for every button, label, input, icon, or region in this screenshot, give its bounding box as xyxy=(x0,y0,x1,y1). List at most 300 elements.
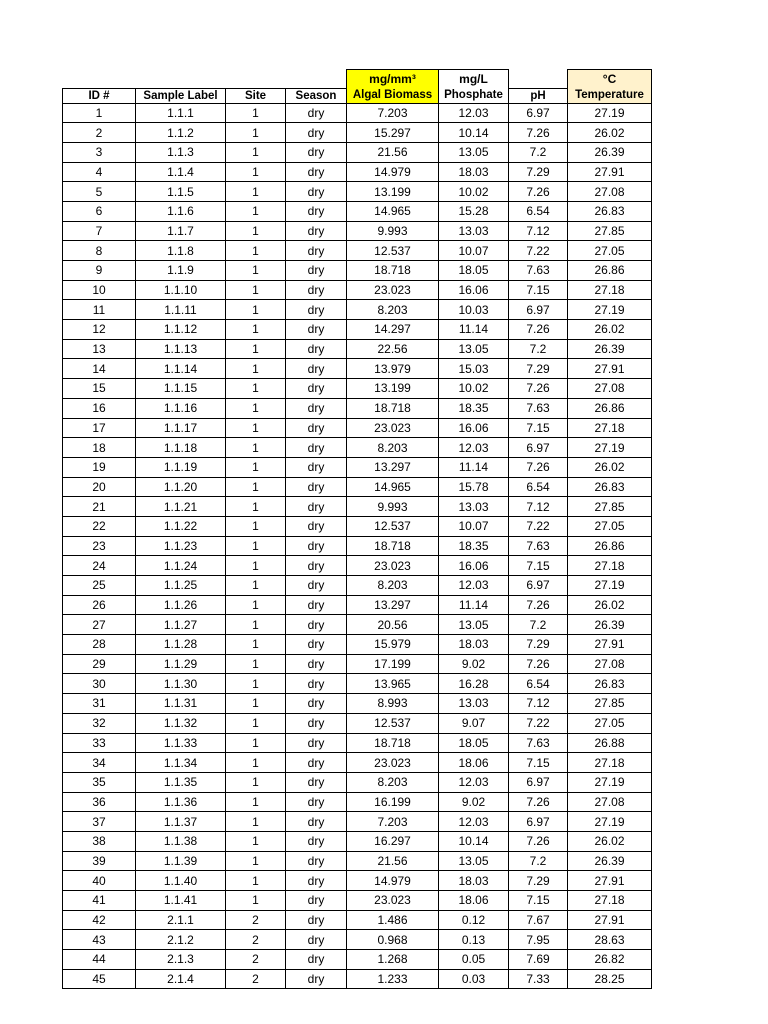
cell-site: 1 xyxy=(226,812,286,832)
cell-ph: 7.29 xyxy=(509,359,568,379)
cell-site: 1 xyxy=(226,516,286,536)
cell-season: dry xyxy=(286,398,347,418)
cell-ph: 6.97 xyxy=(509,772,568,792)
cell-algal-biomass: 18.718 xyxy=(347,261,439,281)
cell-algal-biomass: 14.297 xyxy=(347,320,439,340)
cell-phosphate: 16.06 xyxy=(439,418,509,438)
cell-phosphate: 10.07 xyxy=(439,516,509,536)
cell-sample-label: 1.1.13 xyxy=(136,339,226,359)
cell-id: 24 xyxy=(63,556,136,576)
cell-sample-label: 1.1.22 xyxy=(136,516,226,536)
cell-id: 19 xyxy=(63,457,136,477)
cell-season: dry xyxy=(286,654,347,674)
cell-ph: 6.54 xyxy=(509,477,568,497)
cell-algal-biomass: 15.979 xyxy=(347,635,439,655)
table-row xyxy=(63,438,652,458)
cell-temperature: 26.86 xyxy=(568,398,652,418)
cell-phosphate: 10.07 xyxy=(439,241,509,261)
cell-temperature: 27.85 xyxy=(568,694,652,714)
cell-id: 25 xyxy=(63,576,136,596)
unit-season xyxy=(286,70,347,89)
cell-season: dry xyxy=(286,772,347,792)
table-row xyxy=(63,379,652,399)
cell-id: 22 xyxy=(63,516,136,536)
cell-sample-label: 1.1.38 xyxy=(136,831,226,851)
cell-phosphate: 18.03 xyxy=(439,871,509,891)
table-row xyxy=(63,457,652,477)
header-sample-label: Sample Label xyxy=(136,88,226,103)
cell-sample-label: 1.1.4 xyxy=(136,162,226,182)
cell-sample-label: 1.1.26 xyxy=(136,595,226,615)
cell-ph: 6.97 xyxy=(509,576,568,596)
cell-season: dry xyxy=(286,950,347,970)
cell-sample-label: 1.1.1 xyxy=(136,103,226,123)
header-id: ID # xyxy=(63,88,136,103)
cell-temperature: 27.18 xyxy=(568,891,652,911)
cell-site: 1 xyxy=(226,280,286,300)
cell-season: dry xyxy=(286,320,347,340)
cell-site: 1 xyxy=(226,418,286,438)
table-row xyxy=(63,142,652,162)
cell-id: 9 xyxy=(63,261,136,281)
cell-algal-biomass: 12.537 xyxy=(347,241,439,261)
cell-id: 3 xyxy=(63,142,136,162)
cell-ph: 7.26 xyxy=(509,320,568,340)
table-row xyxy=(63,576,652,596)
cell-sample-label: 1.1.40 xyxy=(136,871,226,891)
cell-ph: 7.2 xyxy=(509,615,568,635)
cell-algal-biomass: 13.965 xyxy=(347,674,439,694)
cell-ph: 6.97 xyxy=(509,300,568,320)
cell-temperature: 27.91 xyxy=(568,359,652,379)
table-row xyxy=(63,694,652,714)
cell-id: 31 xyxy=(63,694,136,714)
cell-phosphate: 13.05 xyxy=(439,615,509,635)
cell-season: dry xyxy=(286,457,347,477)
cell-ph: 7.63 xyxy=(509,261,568,281)
table-row xyxy=(63,339,652,359)
cell-season: dry xyxy=(286,930,347,950)
table-row xyxy=(63,398,652,418)
cell-ph: 7.2 xyxy=(509,339,568,359)
cell-phosphate: 0.12 xyxy=(439,910,509,930)
cell-temperature: 28.25 xyxy=(568,969,652,989)
cell-sample-label: 1.1.16 xyxy=(136,398,226,418)
cell-phosphate: 0.03 xyxy=(439,969,509,989)
cell-sample-label: 2.1.1 xyxy=(136,910,226,930)
cell-algal-biomass: 17.199 xyxy=(347,654,439,674)
cell-season: dry xyxy=(286,182,347,202)
cell-id: 37 xyxy=(63,812,136,832)
cell-algal-biomass: 18.718 xyxy=(347,733,439,753)
cell-id: 14 xyxy=(63,359,136,379)
cell-temperature: 27.19 xyxy=(568,103,652,123)
cell-phosphate: 13.05 xyxy=(439,851,509,871)
cell-algal-biomass: 23.023 xyxy=(347,891,439,911)
cell-phosphate: 10.14 xyxy=(439,123,509,143)
cell-ph: 6.54 xyxy=(509,201,568,221)
cell-id: 2 xyxy=(63,123,136,143)
table-row xyxy=(63,241,652,261)
cell-id: 35 xyxy=(63,772,136,792)
cell-sample-label: 1.1.27 xyxy=(136,615,226,635)
cell-ph: 7.69 xyxy=(509,950,568,970)
cell-algal-biomass: 16.199 xyxy=(347,792,439,812)
cell-id: 39 xyxy=(63,851,136,871)
table-row xyxy=(63,615,652,635)
cell-site: 1 xyxy=(226,871,286,891)
cell-sample-label: 1.1.34 xyxy=(136,753,226,773)
cell-site: 1 xyxy=(226,851,286,871)
cell-temperature: 27.85 xyxy=(568,497,652,517)
cell-temperature: 27.19 xyxy=(568,300,652,320)
cell-sample-label: 1.1.35 xyxy=(136,772,226,792)
cell-phosphate: 12.03 xyxy=(439,103,509,123)
cell-season: dry xyxy=(286,418,347,438)
cell-id: 29 xyxy=(63,654,136,674)
cell-season: dry xyxy=(286,261,347,281)
cell-phosphate: 15.28 xyxy=(439,201,509,221)
cell-phosphate: 18.06 xyxy=(439,753,509,773)
cell-sample-label: 1.1.29 xyxy=(136,654,226,674)
cell-id: 33 xyxy=(63,733,136,753)
cell-site: 1 xyxy=(226,772,286,792)
cell-ph: 7.2 xyxy=(509,851,568,871)
cell-ph: 6.97 xyxy=(509,103,568,123)
cell-site: 1 xyxy=(226,891,286,911)
cell-sample-label: 2.1.3 xyxy=(136,950,226,970)
cell-algal-biomass: 16.297 xyxy=(347,831,439,851)
cell-site: 2 xyxy=(226,950,286,970)
cell-id: 41 xyxy=(63,891,136,911)
cell-temperature: 27.19 xyxy=(568,812,652,832)
cell-site: 1 xyxy=(226,261,286,281)
cell-sample-label: 1.1.20 xyxy=(136,477,226,497)
cell-algal-biomass: 13.297 xyxy=(347,595,439,615)
unit-ph xyxy=(509,70,568,89)
cell-ph: 7.22 xyxy=(509,241,568,261)
cell-season: dry xyxy=(286,162,347,182)
cell-season: dry xyxy=(286,851,347,871)
cell-id: 36 xyxy=(63,792,136,812)
cell-ph: 7.22 xyxy=(509,713,568,733)
cell-temperature: 28.63 xyxy=(568,930,652,950)
cell-algal-biomass: 14.965 xyxy=(347,201,439,221)
cell-ph: 7.29 xyxy=(509,162,568,182)
cell-algal-biomass: 21.56 xyxy=(347,142,439,162)
header-temperature: Temperature xyxy=(568,88,652,103)
cell-id: 42 xyxy=(63,910,136,930)
cell-id: 16 xyxy=(63,398,136,418)
cell-site: 1 xyxy=(226,831,286,851)
cell-ph: 7.26 xyxy=(509,457,568,477)
table-row xyxy=(63,103,652,123)
cell-site: 1 xyxy=(226,615,286,635)
cell-phosphate: 18.03 xyxy=(439,162,509,182)
cell-temperature: 26.02 xyxy=(568,123,652,143)
cell-season: dry xyxy=(286,713,347,733)
cell-site: 1 xyxy=(226,103,286,123)
table-row xyxy=(63,201,652,221)
cell-season: dry xyxy=(286,201,347,221)
cell-season: dry xyxy=(286,871,347,891)
header-season: Season xyxy=(286,88,347,103)
cell-sample-label: 1.1.12 xyxy=(136,320,226,340)
cell-sample-label: 1.1.15 xyxy=(136,379,226,399)
cell-ph: 7.67 xyxy=(509,910,568,930)
cell-season: dry xyxy=(286,359,347,379)
cell-phosphate: 10.02 xyxy=(439,379,509,399)
header-ph: pH xyxy=(509,88,568,103)
cell-ph: 7.15 xyxy=(509,753,568,773)
cell-phosphate: 13.03 xyxy=(439,497,509,517)
cell-ph: 7.26 xyxy=(509,182,568,202)
table-row xyxy=(63,516,652,536)
cell-sample-label: 1.1.25 xyxy=(136,576,226,596)
cell-season: dry xyxy=(286,595,347,615)
cell-algal-biomass: 23.023 xyxy=(347,556,439,576)
cell-temperature: 27.05 xyxy=(568,516,652,536)
cell-phosphate: 10.14 xyxy=(439,831,509,851)
cell-site: 1 xyxy=(226,674,286,694)
cell-phosphate: 18.06 xyxy=(439,891,509,911)
cell-algal-biomass: 13.199 xyxy=(347,182,439,202)
cell-phosphate: 10.03 xyxy=(439,300,509,320)
cell-sample-label: 1.1.11 xyxy=(136,300,226,320)
cell-ph: 7.26 xyxy=(509,123,568,143)
cell-id: 30 xyxy=(63,674,136,694)
cell-algal-biomass: 20.56 xyxy=(347,615,439,635)
cell-algal-biomass: 22.56 xyxy=(347,339,439,359)
cell-temperature: 26.02 xyxy=(568,320,652,340)
cell-phosphate: 16.06 xyxy=(439,556,509,576)
cell-ph: 7.95 xyxy=(509,930,568,950)
cell-id: 38 xyxy=(63,831,136,851)
cell-algal-biomass: 13.199 xyxy=(347,379,439,399)
table-row xyxy=(63,733,652,753)
cell-algal-biomass: 9.993 xyxy=(347,221,439,241)
table-row xyxy=(63,930,652,950)
cell-temperature: 27.91 xyxy=(568,162,652,182)
cell-temperature: 27.18 xyxy=(568,418,652,438)
header-site: Site xyxy=(226,88,286,103)
cell-site: 2 xyxy=(226,930,286,950)
cell-id: 28 xyxy=(63,635,136,655)
cell-temperature: 26.82 xyxy=(568,950,652,970)
cell-sample-label: 1.1.5 xyxy=(136,182,226,202)
cell-sample-label: 1.1.2 xyxy=(136,123,226,143)
cell-phosphate: 11.14 xyxy=(439,457,509,477)
cell-algal-biomass: 1.268 xyxy=(347,950,439,970)
cell-ph: 7.12 xyxy=(509,694,568,714)
cell-site: 1 xyxy=(226,320,286,340)
cell-site: 1 xyxy=(226,595,286,615)
cell-phosphate: 9.02 xyxy=(439,792,509,812)
cell-algal-biomass: 13.979 xyxy=(347,359,439,379)
table-row xyxy=(63,871,652,891)
cell-phosphate: 0.13 xyxy=(439,930,509,950)
cell-phosphate: 12.03 xyxy=(439,772,509,792)
cell-season: dry xyxy=(286,339,347,359)
cell-id: 17 xyxy=(63,418,136,438)
cell-site: 1 xyxy=(226,654,286,674)
cell-algal-biomass: 0.968 xyxy=(347,930,439,950)
cell-site: 1 xyxy=(226,142,286,162)
cell-site: 1 xyxy=(226,398,286,418)
cell-ph: 7.15 xyxy=(509,280,568,300)
cell-phosphate: 11.14 xyxy=(439,320,509,340)
cell-site: 1 xyxy=(226,438,286,458)
cell-phosphate: 12.03 xyxy=(439,576,509,596)
cell-ph: 7.33 xyxy=(509,969,568,989)
cell-id: 12 xyxy=(63,320,136,340)
cell-sample-label: 1.1.37 xyxy=(136,812,226,832)
table-row xyxy=(63,182,652,202)
cell-sample-label: 1.1.18 xyxy=(136,438,226,458)
cell-temperature: 27.18 xyxy=(568,753,652,773)
cell-temperature: 26.39 xyxy=(568,615,652,635)
cell-algal-biomass: 21.56 xyxy=(347,851,439,871)
cell-ph: 7.15 xyxy=(509,418,568,438)
cell-ph: 7.15 xyxy=(509,556,568,576)
cell-algal-biomass: 18.718 xyxy=(347,536,439,556)
cell-algal-biomass: 1.486 xyxy=(347,910,439,930)
cell-sample-label: 1.1.24 xyxy=(136,556,226,576)
cell-ph: 7.29 xyxy=(509,635,568,655)
cell-phosphate: 15.78 xyxy=(439,477,509,497)
table-row xyxy=(63,674,652,694)
table-row xyxy=(63,300,652,320)
cell-sample-label: 1.1.10 xyxy=(136,280,226,300)
cell-id: 4 xyxy=(63,162,136,182)
cell-season: dry xyxy=(286,280,347,300)
cell-season: dry xyxy=(286,694,347,714)
cell-id: 6 xyxy=(63,201,136,221)
cell-id: 23 xyxy=(63,536,136,556)
cell-phosphate: 12.03 xyxy=(439,438,509,458)
cell-site: 2 xyxy=(226,969,286,989)
cell-season: dry xyxy=(286,733,347,753)
cell-temperature: 26.83 xyxy=(568,477,652,497)
table-row xyxy=(63,753,652,773)
cell-phosphate: 0.05 xyxy=(439,950,509,970)
cell-sample-label: 1.1.21 xyxy=(136,497,226,517)
cell-id: 26 xyxy=(63,595,136,615)
cell-sample-label: 2.1.2 xyxy=(136,930,226,950)
cell-algal-biomass: 12.537 xyxy=(347,516,439,536)
cell-sample-label: 1.1.19 xyxy=(136,457,226,477)
cell-season: dry xyxy=(286,123,347,143)
cell-sample-label: 1.1.14 xyxy=(136,359,226,379)
cell-season: dry xyxy=(286,910,347,930)
cell-temperature: 26.02 xyxy=(568,595,652,615)
table-row xyxy=(63,831,652,851)
cell-site: 1 xyxy=(226,123,286,143)
header-row xyxy=(63,88,652,103)
unit-id xyxy=(63,70,136,89)
cell-season: dry xyxy=(286,438,347,458)
cell-temperature: 26.86 xyxy=(568,536,652,556)
cell-site: 1 xyxy=(226,792,286,812)
cell-site: 1 xyxy=(226,457,286,477)
cell-id: 40 xyxy=(63,871,136,891)
unit-phosphate: mg/L xyxy=(439,70,509,89)
cell-algal-biomass: 14.979 xyxy=(347,162,439,182)
cell-phosphate: 18.35 xyxy=(439,398,509,418)
table-row xyxy=(63,891,652,911)
cell-season: dry xyxy=(286,103,347,123)
cell-temperature: 26.39 xyxy=(568,142,652,162)
unit-row xyxy=(63,70,652,89)
cell-season: dry xyxy=(286,221,347,241)
table-row xyxy=(63,536,652,556)
cell-ph: 7.12 xyxy=(509,497,568,517)
cell-algal-biomass: 8.203 xyxy=(347,438,439,458)
cell-id: 15 xyxy=(63,379,136,399)
cell-phosphate: 15.03 xyxy=(439,359,509,379)
cell-season: dry xyxy=(286,576,347,596)
data-table xyxy=(62,69,652,989)
cell-sample-label: 1.1.31 xyxy=(136,694,226,714)
cell-phosphate: 9.02 xyxy=(439,654,509,674)
cell-site: 1 xyxy=(226,339,286,359)
cell-site: 1 xyxy=(226,753,286,773)
table-row xyxy=(63,950,652,970)
cell-sample-label: 1.1.3 xyxy=(136,142,226,162)
cell-algal-biomass: 14.979 xyxy=(347,871,439,891)
cell-algal-biomass: 14.965 xyxy=(347,477,439,497)
cell-algal-biomass: 8.993 xyxy=(347,694,439,714)
cell-site: 1 xyxy=(226,221,286,241)
cell-sample-label: 1.1.8 xyxy=(136,241,226,261)
cell-id: 21 xyxy=(63,497,136,517)
cell-id: 34 xyxy=(63,753,136,773)
cell-season: dry xyxy=(286,241,347,261)
cell-id: 18 xyxy=(63,438,136,458)
cell-algal-biomass: 1.233 xyxy=(347,969,439,989)
cell-algal-biomass: 8.203 xyxy=(347,576,439,596)
cell-site: 1 xyxy=(226,536,286,556)
cell-phosphate: 18.05 xyxy=(439,261,509,281)
cell-algal-biomass: 23.023 xyxy=(347,753,439,773)
cell-phosphate: 18.35 xyxy=(439,536,509,556)
cell-ph: 7.22 xyxy=(509,516,568,536)
cell-sample-label: 1.1.28 xyxy=(136,635,226,655)
cell-season: dry xyxy=(286,516,347,536)
cell-ph: 6.97 xyxy=(509,438,568,458)
cell-ph: 7.26 xyxy=(509,792,568,812)
cell-sample-label: 1.1.32 xyxy=(136,713,226,733)
cell-ph: 7.63 xyxy=(509,733,568,753)
cell-site: 1 xyxy=(226,201,286,221)
cell-temperature: 26.02 xyxy=(568,457,652,477)
cell-phosphate: 13.03 xyxy=(439,221,509,241)
unit-temperature: °C xyxy=(568,70,652,89)
table-body xyxy=(63,70,652,989)
cell-ph: 7.12 xyxy=(509,221,568,241)
cell-algal-biomass: 15.297 xyxy=(347,123,439,143)
unit-algal-biomass: mg/mm³ xyxy=(347,70,439,89)
cell-season: dry xyxy=(286,674,347,694)
cell-season: dry xyxy=(286,300,347,320)
table-row xyxy=(63,812,652,832)
cell-id: 11 xyxy=(63,300,136,320)
cell-site: 1 xyxy=(226,713,286,733)
cell-sample-label: 1.1.17 xyxy=(136,418,226,438)
cell-site: 1 xyxy=(226,477,286,497)
cell-site: 1 xyxy=(226,162,286,182)
cell-season: dry xyxy=(286,969,347,989)
